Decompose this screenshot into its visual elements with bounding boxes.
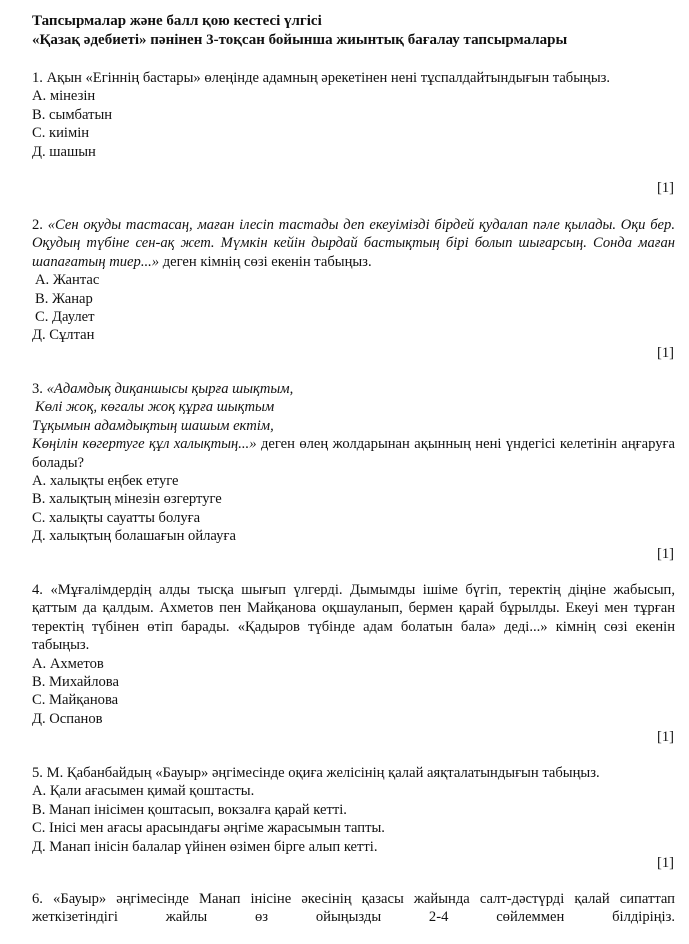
question-3-poem-line-3: Тұқымын адамдықтың шашым ектім, bbox=[32, 417, 274, 434]
question-4-option-a: А. Ахметов bbox=[32, 655, 104, 672]
question-1-option-d: Д. шашын bbox=[32, 143, 96, 160]
question-4-option-d: Д. Оспанов bbox=[32, 710, 103, 727]
question-2-score: [1] bbox=[656, 345, 674, 361]
document-title: Тапсырмалар және балл қою кестесі үлгісі bbox=[32, 13, 322, 29]
question-5-score: [1] bbox=[656, 855, 674, 871]
poem-line-text: «Адамдық диқаншысы қырға шықтым, bbox=[46, 381, 294, 397]
question-3-poem-line-1 bbox=[32, 380, 675, 398]
question-3-number: 3. bbox=[32, 381, 43, 397]
question-5-option-c: С. Інісі мен ағасы арасындағы әңгіме жарасымын тапты. bbox=[32, 820, 385, 837]
question-2-option-c: С. Даулет bbox=[35, 309, 95, 326]
question-1-option-c: С. киімін bbox=[32, 125, 90, 142]
question-1-text: 1. Ақын «Егіннің бастары» өлеңінде адамның әрекетінен нені тұспалдайтындығын табыңыз. bbox=[32, 70, 611, 86]
question-4-text: 4. «Мұғалімдердің алды тысқа шығып үлгерді. Дымымды ішіме бүгіп, теректің діңіне жабысып, қаттым да қалдым. Ахметов пен Майқанова оқшауланып, бермен қарай бұрылды. Екеуі мен тұрған теректің түбінен өтіп барады. «Қадыров түбінде адам болатын бала» деді...» кімнің сөзі екенін табыңыз. bbox=[32, 582, 675, 654]
question-4-option-b: В. Михайлова bbox=[32, 674, 119, 691]
question-2 bbox=[32, 216, 675, 345]
question-3-option-d: Д. халықтың болашағын ойлауға bbox=[32, 528, 236, 545]
question-3-prompt bbox=[32, 435, 675, 472]
question-3-option-a: А. халықты еңбек етуге bbox=[32, 473, 179, 490]
question-3 bbox=[32, 380, 675, 546]
question-2-text bbox=[32, 216, 675, 271]
question-5 bbox=[32, 764, 675, 856]
question-2-tail: деген кімнің сөзі екенін табыңыз. bbox=[162, 253, 372, 270]
question-6-text: 6. «Бауыр» әңгімесінде Манап інісіне әкесінің қазасы жайында салт-дәстүрді қалай сипаттап жеткізетіндігі жайлы өз ойыңызды 2-4 сөйлеммен білдіріңіз. bbox=[32, 891, 675, 926]
question-5-option-b: В. Манап інісімен қоштасып, вокзалға қарай кетті. bbox=[32, 801, 347, 818]
question-2-option-b: В. Жанар bbox=[35, 290, 93, 307]
question-2-option-a: А. Жантас bbox=[35, 272, 100, 289]
question-4-option-c: С. Майқанова bbox=[32, 692, 119, 709]
document-subtitle: «Қазақ әдебиеті» пәнінен 3-тоқсан бойынша жиынтық бағалау тапсырмалары bbox=[32, 32, 568, 48]
question-3-poem-line-4: Көңілін көгертуге құл халықтың...» bbox=[32, 436, 257, 453]
question-5-option-d: Д. Манап інісін балалар үйінен өзімен бірге алып кетті. bbox=[32, 838, 378, 855]
question-3-score: [1] bbox=[656, 546, 674, 562]
question-1-option-a: А. мінезін bbox=[32, 88, 96, 105]
question-1-option-b: В. сымбатын bbox=[32, 106, 113, 123]
question-3-option-b: В. халықтың мінезін өзгертуге bbox=[32, 491, 222, 508]
question-2-option-d: Д. Сұлтан bbox=[32, 327, 95, 344]
question-1-score: [1] bbox=[656, 180, 674, 196]
question-5-text: 5. М. Қабанбайдың «Бауыр» әңгімесінде оқиға желісінің қалай аяқталатындығын табыңыз. bbox=[32, 765, 600, 781]
question-2-number: 2. bbox=[32, 217, 43, 233]
question-3-poem-line-2: Көлі жоқ, көгалы жоқ құрға шықтым bbox=[35, 399, 275, 416]
question-5-option-a: А. Қали ағасымен қимай қоштасты. bbox=[32, 783, 255, 800]
question-6 bbox=[32, 890, 675, 927]
question-4 bbox=[32, 581, 675, 728]
question-3-option-c: С. халықты сауатты болуға bbox=[32, 509, 201, 526]
question-4-score: [1] bbox=[656, 729, 674, 745]
question-1 bbox=[32, 69, 675, 161]
question-3-tail: деген өлең жолдарынан ақынның нені үндегісі келетінін аңғаруға болады? bbox=[32, 436, 676, 471]
question-2-quote: «Сен оқуды тастасаң, маған ілесіп тастады деп екеуімізді бірдей қудалап пәле қылады. Оқи бер. Оқудың түбіне сен-ақ жет. Мүмкін кейін дырдай бастықтың бірі болып шығарсың. Сонда маған шапағатың тиер...» bbox=[32, 217, 675, 270]
